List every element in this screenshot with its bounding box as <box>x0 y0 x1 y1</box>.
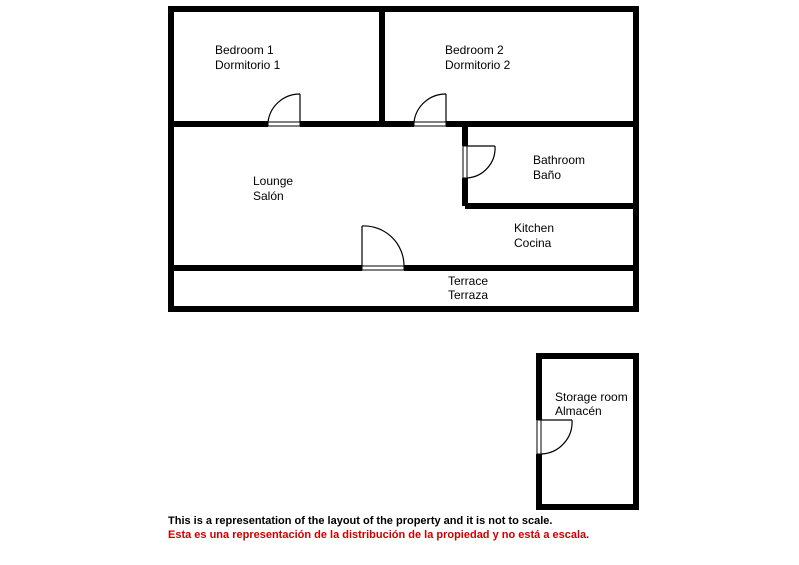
label-kitchen-es: Cocina <box>514 236 552 250</box>
doors <box>268 94 572 454</box>
room-labels <box>215 43 628 418</box>
label-bedroom2-es: Dormitorio 2 <box>445 58 511 72</box>
door-bedroom2 <box>414 94 446 122</box>
storage-room-wall <box>539 356 636 507</box>
label-bedroom1-en: Bedroom 1 <box>215 43 274 57</box>
label-storage-en: Storage room <box>555 390 628 404</box>
label-bedroom2-en: Bedroom 2 <box>445 43 504 57</box>
label-storage-es: Almacén <box>555 404 602 418</box>
label-lounge-es: Salón <box>253 189 284 203</box>
label-lounge-en: Lounge <box>253 174 294 188</box>
door-storage <box>541 420 572 454</box>
label-bathroom-es: Baño <box>533 168 562 182</box>
door-thresholds <box>268 122 541 454</box>
door-bedroom1 <box>268 94 300 122</box>
disclaimer-english: This is a representation of the layout of the property and it is not to scale. <box>168 515 553 527</box>
door-lounge <box>362 226 404 266</box>
disclaimer-spanish: Esta es una representación de la distribución de la propiedad y no está a escala. <box>168 529 590 541</box>
label-terrace-en: Terrace <box>448 274 489 288</box>
label-bedroom1-es: Dormitorio 1 <box>215 58 281 72</box>
door-bathroom <box>467 146 495 178</box>
door-gaps <box>268 120 543 454</box>
label-bathroom-en: Bathroom <box>533 153 586 167</box>
label-kitchen-en: Kitchen <box>514 221 555 235</box>
label-terrace-es: Terraza <box>448 288 489 302</box>
